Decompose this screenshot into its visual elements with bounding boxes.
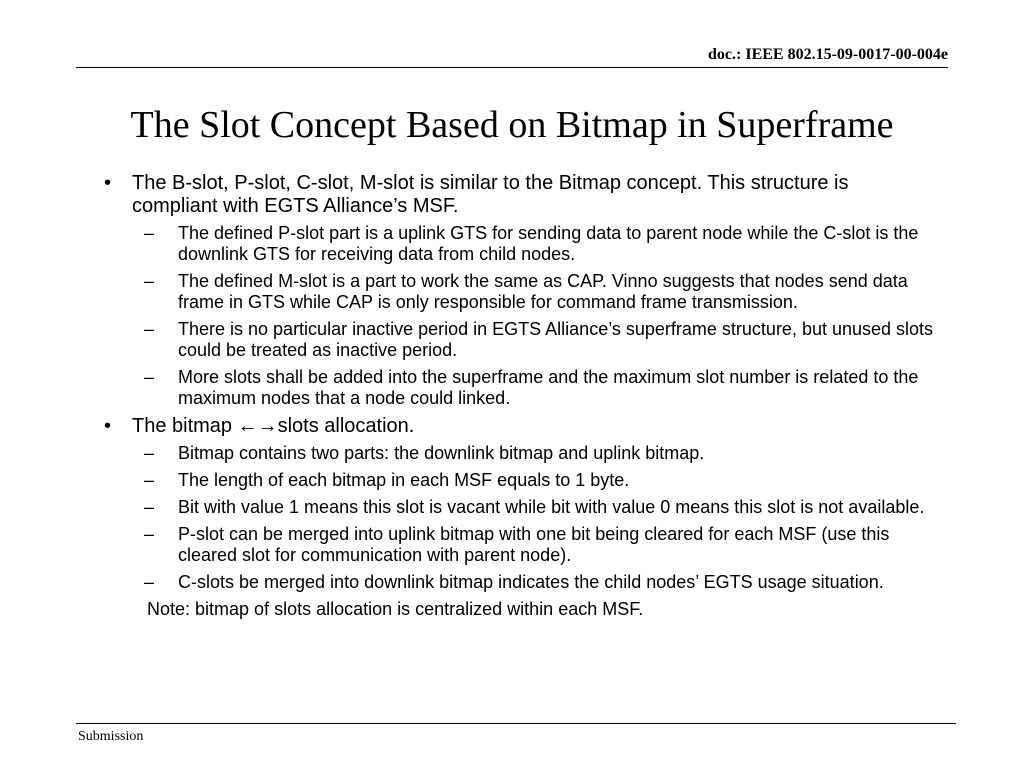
sub-bullet-text: The defined P-slot part is a uplink GTS for sending data to parent node while the C-slot is the downlink GTS for receiving data from child nodes. [178, 223, 919, 264]
sub-bullet-mark: – [144, 443, 155, 463]
sub-bullet-mark: – [144, 497, 155, 517]
bullet-mark: • [104, 172, 112, 194]
bullet-text: The bitmap ←→slots allocation. [132, 415, 415, 437]
sub-bullet-item [104, 470, 934, 491]
sub-bullet-text: C-slots be merged into downlink bitmap indicates the child nodes’ EGTS usage situation. [178, 572, 884, 592]
bullet-mark: • [104, 415, 112, 437]
sub-bullet-item [104, 524, 934, 566]
slide-title: The Slot Concept Based on Bitmap in Superframe [130, 104, 894, 146]
footer-label: Submission [78, 729, 144, 744]
slide-content [104, 172, 934, 620]
sub-bullet-text: Bit with value 1 means this slot is vacant while bit with value 0 means this slot is not available. [178, 497, 925, 517]
sub-bullet-item [104, 367, 934, 409]
sub-bullet-text: The defined M-slot is a part to work the same as CAP. Vinno suggests that nodes send data frame in GTS while CAP is only responsible for command frame transmission. [178, 271, 908, 312]
sub-bullet-text: P-slot can be merged into uplink bitmap with one bit being cleared for each MSF (use this cleared slot for communication with parent node). [178, 524, 890, 565]
sub-bullet-mark: – [144, 572, 155, 592]
sub-bullet-mark: – [144, 271, 155, 291]
slide-note: Note: bitmap of slots allocation is centralized within each MSF. [147, 599, 644, 619]
bullet-item [104, 172, 934, 218]
sub-bullet-item [104, 443, 934, 464]
sub-bullet-item [104, 223, 934, 265]
sub-bullet-mark: – [144, 319, 155, 339]
document-id: doc.: IEEE 802.15-09-0017-00-004e [708, 46, 948, 63]
sub-bullet-text: More slots shall be added into the superframe and the maximum slot number is related to the maximum nodes that a node could linked. [178, 367, 919, 408]
bullet-text: The B-slot, P-slot, C-slot, M-slot is similar to the Bitmap concept. This structure is compliant with EGTS Alliance’s MSF. [132, 172, 849, 217]
sub-bullet-mark: – [144, 223, 155, 243]
header-divider [76, 67, 948, 68]
sub-bullet-text: The length of each bitmap in each MSF equals to 1 byte. [178, 470, 630, 490]
sub-bullet-mark: – [144, 367, 155, 387]
bullet-item [104, 415, 934, 438]
footer-divider [76, 723, 956, 724]
sub-bullet-item [104, 319, 934, 361]
sub-bullet-text: Bitmap contains two parts: the downlink bitmap and uplink bitmap. [178, 443, 705, 463]
sub-bullet-item [104, 271, 934, 313]
sub-bullet-text: There is no particular inactive period in EGTS Alliance’s superframe structure, but unused slots could be treated as inactive period. [178, 319, 934, 360]
sub-bullet-mark: – [144, 470, 155, 490]
sub-bullet-item [104, 497, 934, 518]
sub-bullet-item [104, 572, 934, 593]
sub-bullet-mark: – [144, 524, 155, 544]
